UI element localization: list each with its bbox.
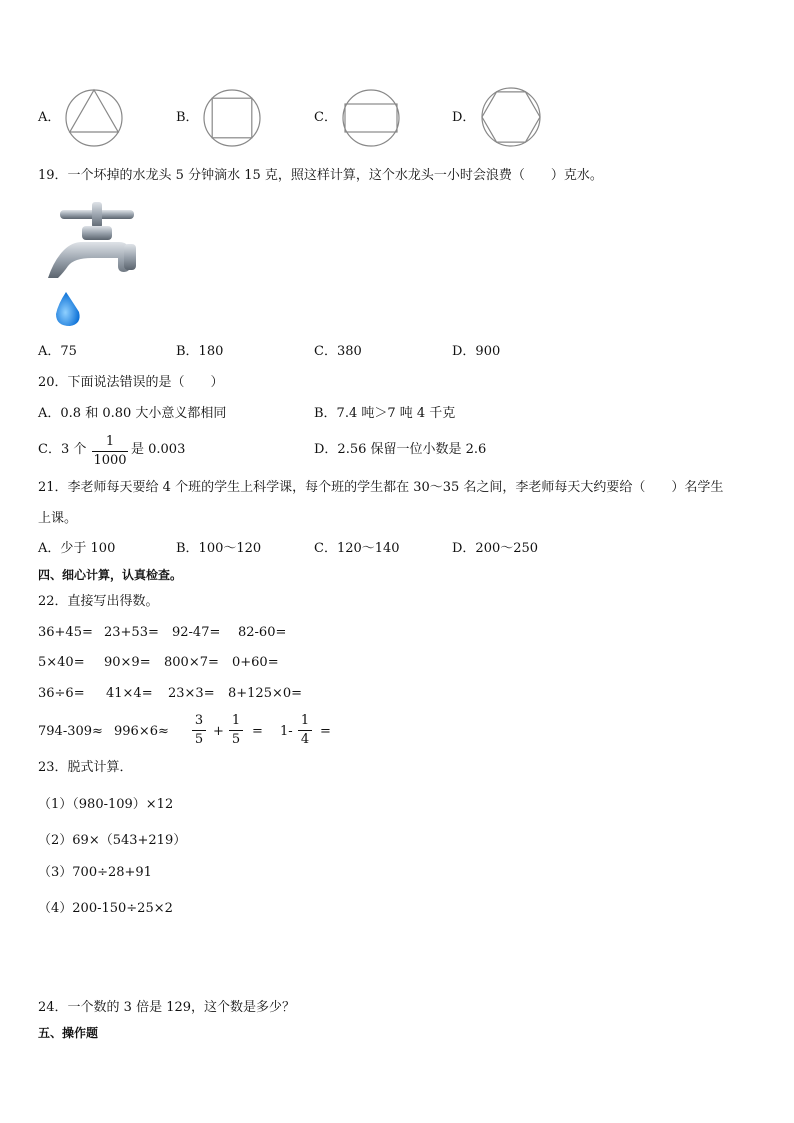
fraction-bar [229,730,243,731]
q23-title: 23．脱式计算． [38,760,133,775]
q22-item: 996×6≈ [114,724,169,739]
circle-square-icon [202,88,262,148]
q18-option-a-label: A． [38,110,61,125]
q19-option-c: C．380 [314,344,362,359]
plus-sign: + [213,724,224,739]
q21-option-b: B．100～120 [176,541,262,556]
q22-item: 82-60= [238,625,287,640]
fraction-numerator: 3 [194,713,204,728]
q22-item: 36+45= [38,625,93,640]
q18-option-d-label: D． [452,110,476,125]
q24-question: 24．一个数的 3 倍是 129，这个数是多少？ [38,1000,296,1015]
q21-option-d: D．200～250 [452,541,539,556]
fraction-bar [298,730,312,731]
fraction-bar [192,730,206,731]
q20-option-d: D．2.56 保留一位小数是 2.6 [314,442,487,457]
q22-title: 22．直接写出得数。 [38,594,159,609]
fraction-numerator: 1 [300,713,310,728]
fraction-denominator: 4 [300,732,310,747]
fraction-denominator: 5 [231,732,241,747]
q18-option-c-label: C． [314,110,337,125]
q22-item: 0+60= [232,655,279,670]
q22-item: 92-47= [172,625,221,640]
q22-item: 90×9= [104,655,151,670]
q22-fraction-3 [298,713,312,748]
q21-question-line1: 21．李老师每天要给 4 个班的学生上科学课，每个班的学生都在 30～35 名之间，李老师每天大约要给（ ）名学生 [38,480,724,495]
q20-option-c-suffix: 是 0.003 [131,442,186,457]
q22-item: 23×3= [168,686,215,701]
circle-triangle-icon [64,88,124,148]
q20-option-b: B．7.4 吨＞7 吨 4 千克 [314,406,456,421]
q22-item: 36÷6= [38,686,85,701]
q23-item-3: （3）700÷28+91 [38,865,152,880]
q21-option-c: C．120～140 [314,541,400,556]
q23-item-4: （4）200-150÷25×2 [38,901,173,916]
q22-fraction-2 [229,713,243,748]
equals-sign: = [252,724,263,739]
q19-question: 19．一个坏掉的水龙头 5 分钟滴水 15 克，照这样计算，这个水龙头一小时会浪费（ ）克水。 [38,168,603,183]
q20-question: 20．下面说法错误的是（ ） [38,375,224,390]
equals-sign: = [320,724,331,739]
q22-item: 41×4= [106,686,153,701]
section-4-heading: 四、细心计算，认真检查。 [38,568,183,582]
q19-option-a: A．75 [38,344,77,359]
q21-question-line2: 上课。 [38,511,78,526]
q18-option-b-label: B． [176,110,199,125]
q20-option-c-fraction [92,434,128,469]
dripping-faucet-icon [44,200,139,330]
circle-rectangle-icon [340,88,402,148]
circle-hexagon-icon [480,86,542,148]
one-minus: 1- [280,724,293,739]
fraction-numerator: 1 [231,713,241,728]
q23-item-2: （2）69×（543+219） [38,833,187,848]
fraction-denominator: 1000 [93,453,127,468]
q22-fraction-1 [192,713,206,748]
fraction-numerator: 1 [105,434,115,449]
fraction-bar [92,451,128,452]
q20-option-a: A．0.8 和 0.80 大小意义都相同 [38,406,227,421]
q23-item-1: （1）（980-109）×12 [38,797,174,812]
q19-option-b: B．180 [176,344,224,359]
q22-item: 5×40= [38,655,85,670]
section-5-heading: 五、操作题 [38,1026,99,1040]
q22-item: 800×7= [164,655,219,670]
q20-option-c-prefix: C．3 个 [38,442,87,457]
q22-item: 23+53= [104,625,159,640]
q22-item: 8+125×0= [228,686,303,701]
q21-option-a: A．少于 100 [38,541,116,556]
q19-option-d: D．900 [452,344,501,359]
fraction-denominator: 5 [194,732,204,747]
q22-item: 794-309≈ [38,724,103,739]
